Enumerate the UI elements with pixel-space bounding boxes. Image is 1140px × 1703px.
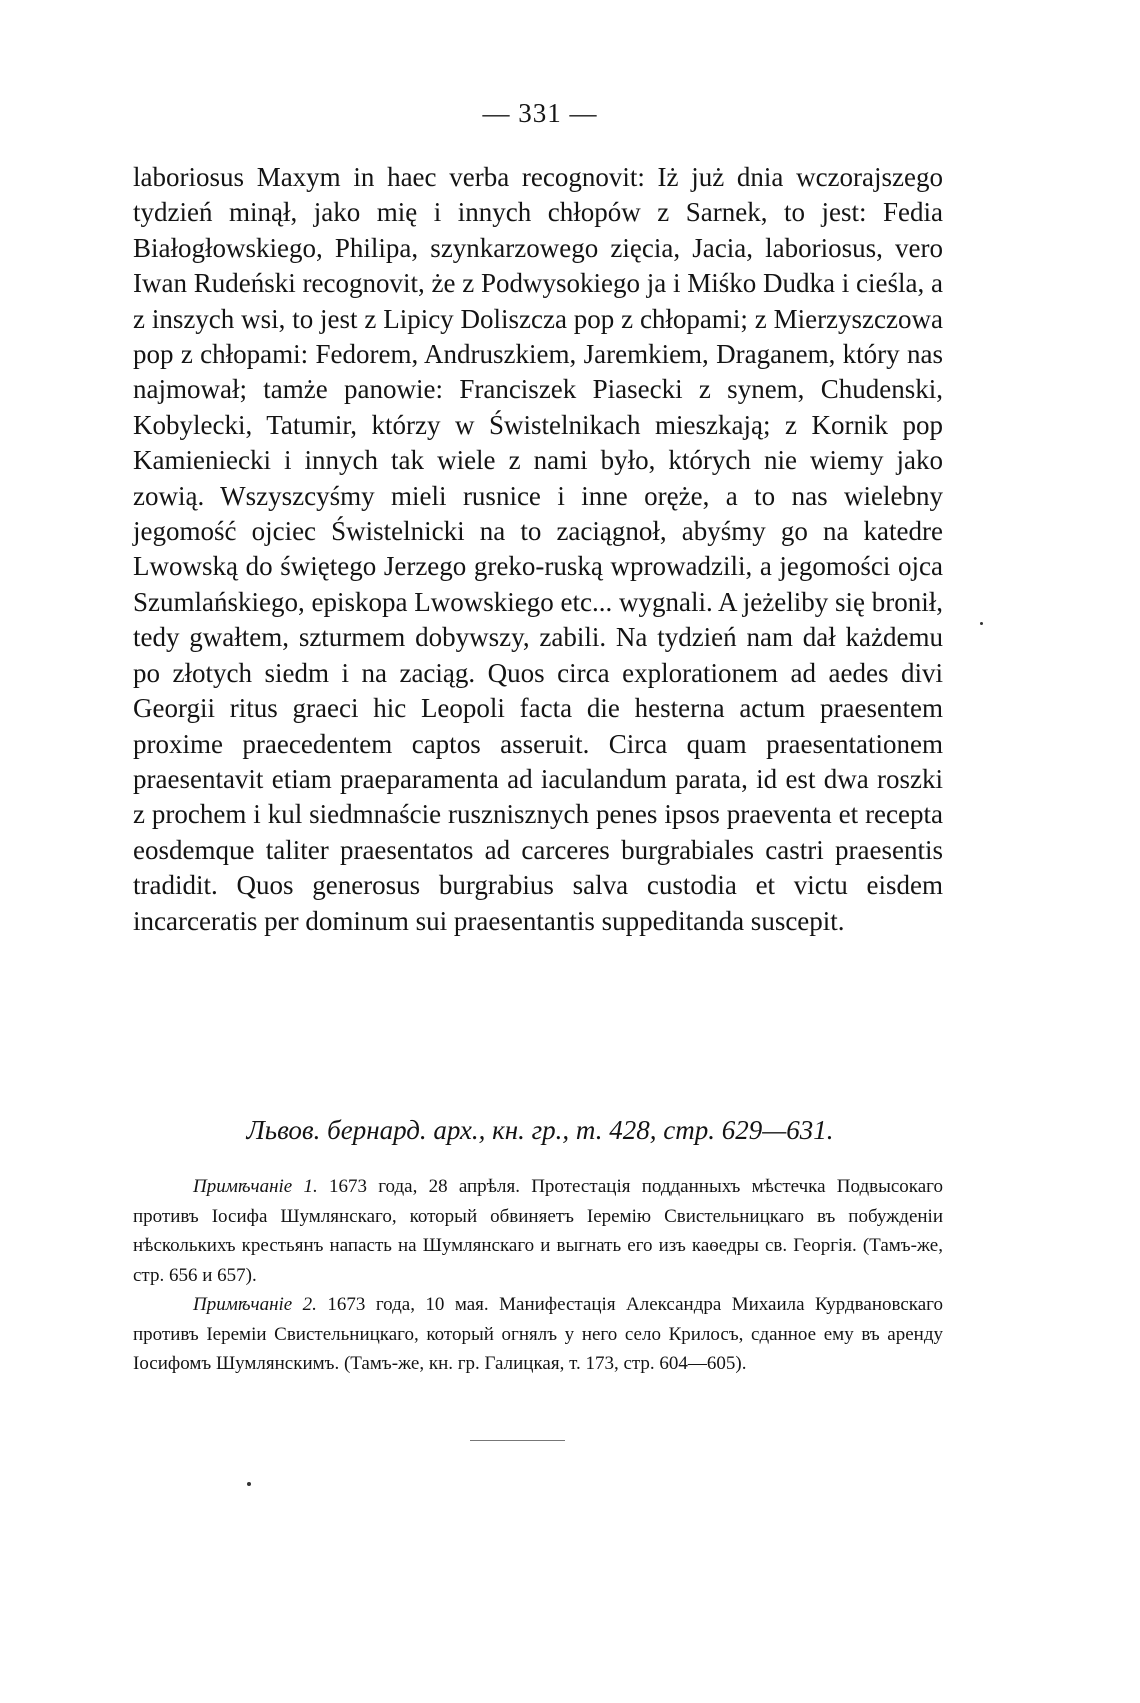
footnote-2-text: 1673 года, 10 мая. Манифестація Александра Михаила Курдвановскаго противъ Іереміи Свистельницкаго, который огнялъ у него село Крилосъ, сданное ему въ аренду Іосифомъ Шумлянскимъ. (Тамъ-же, кн. гр. Галицкая, т. 173, стр. 604—605). [133, 1294, 943, 1374]
scan-speck [247, 1482, 251, 1486]
footnote-1-text: 1673 года, 28 апрѣля. Протестація подданныхъ мѣстечка Подвысокаго противъ Іосифа Шумлянскаго, который обвиняетъ Іеремію Свистельницкаго въ побужденіи нѣсколькихъ крестьянъ напасть на Шумлянскаго и выгнать его изъ каѳедры св. Георгія. (Тамъ-же, стр. 656 и 657). [133, 1176, 943, 1286]
page-number: — 331 — [482, 98, 598, 128]
main-paragraph: laboriosus Maxym in haec verba recognovit: Iż już dnia wczorajszego tydzień minął, jako mię i innych chłopów z Sarnek, to jest: Fedia Białogłowskiego, Philipa, szynkarzowego zięcia, Jacia, laboriosus, vero Iwan Rudeński recognovit, że z Podwysokiego ja i Miśko Dudka i cieśla, a z inszych wsi, to jest z Lipicy Doliszcza pop z chłopami; z Mierzyszczowa pop z chłopami: Fedorem, Andruszkiem, Jaremkiem, Draganem, który nas najmował; tamże panowie: Franciszek Piasecki z synem, Chudenski, Kobylecki, Tatumir, którzy w Świstelnikach mieszkają; z Kornik pop Kamieniecki i innych tak wiele z nami było, których nie wiemy jako zowią. Wszyszcyśmy mieli rusnice i inne oręże, a to nas wielebny jegomość ojciec Świstelnicki na to zaciągnoł, abyśmy go na katedre Lwowską do świętego Jerzego greko-ruską wprowadzili, a jegomości ojca Szumlańskiego, episkopa Lwowskiego etc... wygnali. A jeżeliby się bronił, tedy gwałtem, szturmem dobywszy, zabili. Na tydzień nam dał każdemu po złotych siedm i na zaciąg. Quos circa explorationem ad aedes divi Georgii ritus graeci hic Leopoli facta die hesterna actum praesentem proxime praecedentem captos asseruit. Circa quam praesentationem praesentavit etiam praeparamenta ad iaculandum parata, id est dwa roszki z prochem i kul siedmnaście rusznisznych penes ipsos praeventa et recepta eosdemque taliter praesentatos ad carceres burgrabiales castri praesentis tradidit. Quos generosus burgrabius salva custodia et victu eisdem incarceratis per dominum sui praesentantis suppeditanda suscepit. [133, 162, 943, 936]
footnote-1-label: Примѣчаніе 1. [193, 1176, 318, 1197]
source-citation: Львов. бернард. арх., кн. гр., т. 428, стр. 629—631. [246, 1115, 834, 1145]
scan-speck [980, 622, 983, 625]
end-rule [470, 1440, 565, 1441]
footnote-2 [133, 1290, 943, 1379]
footnote-2-label: Примѣчаніе 2. [193, 1294, 317, 1315]
footnotes [133, 1172, 943, 1379]
footnote-1 [133, 1172, 943, 1290]
main-text-block [133, 160, 943, 939]
